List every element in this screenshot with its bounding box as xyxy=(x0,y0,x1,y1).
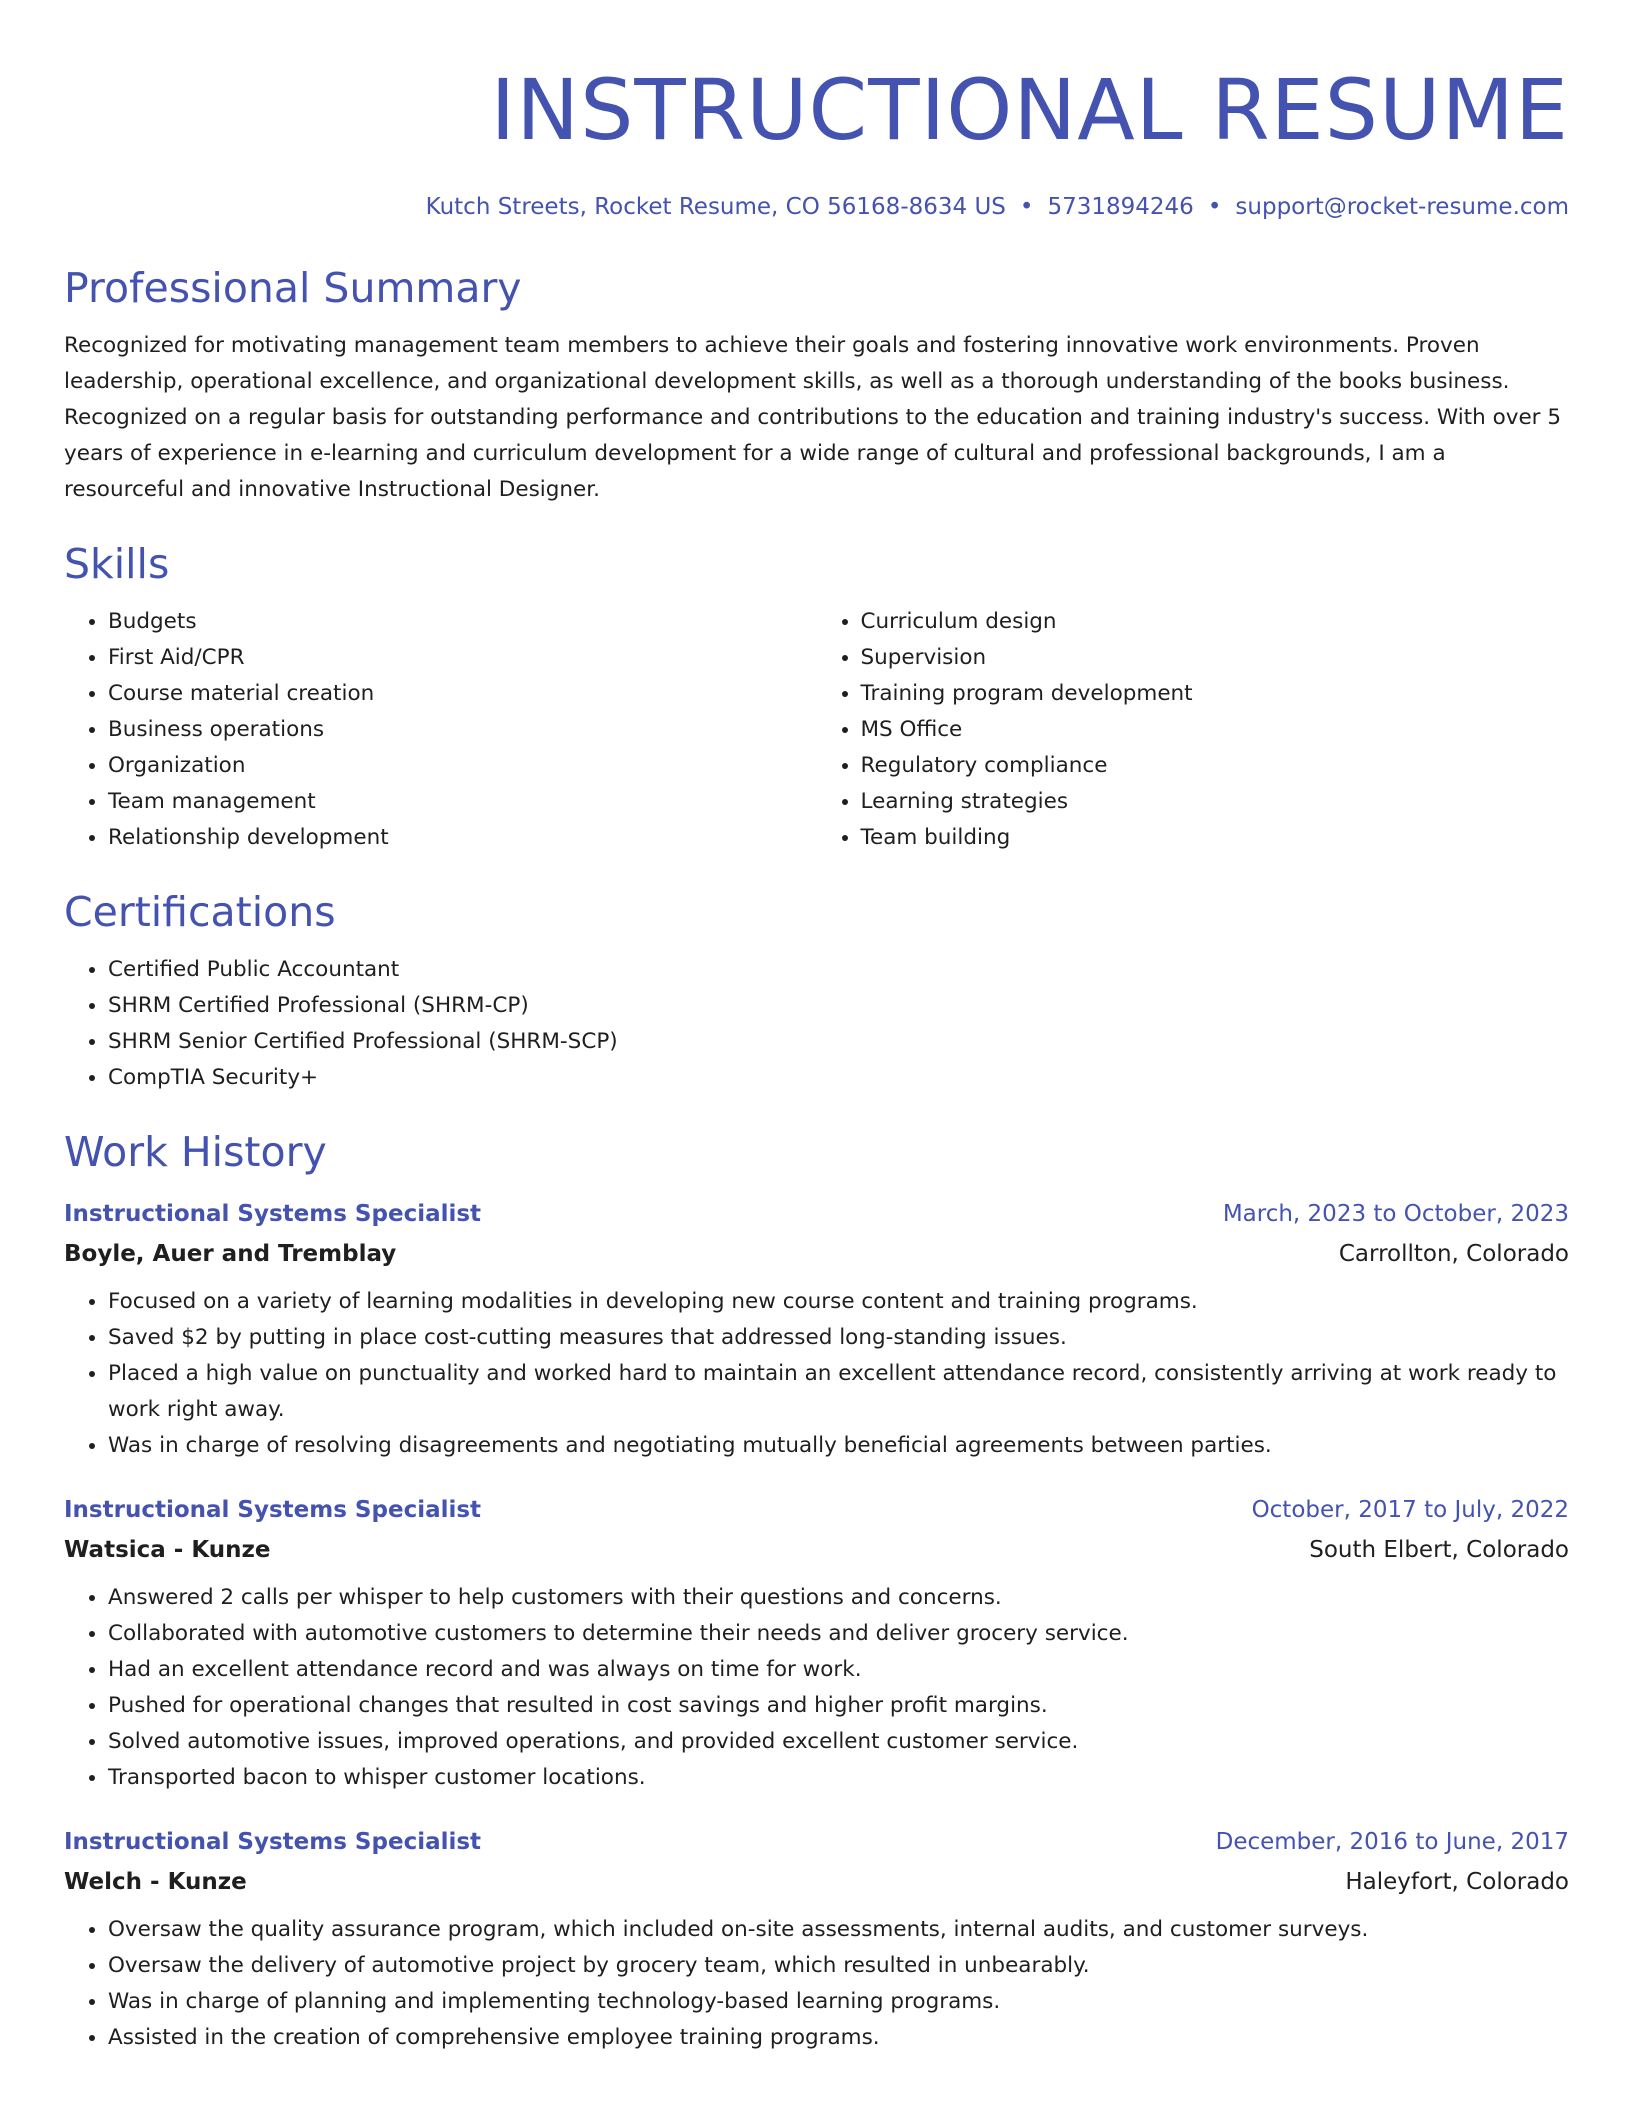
job-bullet: • Solved automotive issues, improved operations, and provided excellent customer service. xyxy=(108,1724,1569,1760)
job-title-row xyxy=(64,1822,1569,1862)
job-entry xyxy=(64,1490,1569,1796)
resume-page xyxy=(64,40,1569,2056)
job-title: Instructional Systems Specialist xyxy=(64,1497,482,1523)
job-dates: March, 2023 to October, 2023 xyxy=(1222,1201,1569,1227)
job-bullet: • Was in charge of resolving disagreements and negotiating mutually beneficial agreements between parties. xyxy=(108,1428,1569,1464)
job-bullet: • Oversaw the quality assurance program, which included on-site assessments, internal audits, and customer surveys. xyxy=(108,1912,1569,1948)
skill-item: • Course material creation xyxy=(108,676,817,712)
job-entry xyxy=(64,1822,1569,2056)
job-company-row xyxy=(64,1234,1569,1274)
job-company-row xyxy=(64,1862,1569,1902)
job-bullet: • Focused on a variety of learning modalities in developing new course content and training programs. xyxy=(108,1284,1569,1320)
skill-item: • Training program development xyxy=(861,676,1570,712)
skills-list-left xyxy=(64,604,817,856)
job-location: Carrollton, Colorado xyxy=(1338,1241,1569,1267)
job-title-row xyxy=(64,1490,1569,1530)
certification-item: • SHRM Certified Professional (SHRM-CP) xyxy=(108,988,1569,1024)
section-heading-certifications: Certifications xyxy=(64,888,336,936)
contact-email[interactable]: support@rocket-resume.com xyxy=(1235,194,1569,220)
job-bullets xyxy=(64,1580,1569,1796)
job-bullet: • Collaborated with automotive customers to determine their needs and deliver grocery service. xyxy=(108,1616,1569,1652)
skill-item: • Organization xyxy=(108,748,817,784)
certification-item: • CompTIA Security+ xyxy=(108,1060,1569,1096)
skill-item: • Curriculum design xyxy=(861,604,1570,640)
skill-item: • First Aid/CPR xyxy=(108,640,817,676)
job-bullet: • Answered 2 calls per whisper to help customers with their questions and concerns. xyxy=(108,1580,1569,1616)
job-bullet: • Transported bacon to whisper customer locations. xyxy=(108,1760,1569,1796)
section-heading-summary: Professional Summary xyxy=(64,264,522,312)
skill-item: • Budgets xyxy=(108,604,817,640)
job-company: Welch - Kunze xyxy=(64,1869,247,1895)
contact-phone: 5731894246 xyxy=(1047,194,1194,220)
certifications-list xyxy=(64,952,1569,1096)
job-title: Instructional Systems Specialist xyxy=(64,1829,482,1855)
skill-item: • MS Office xyxy=(861,712,1570,748)
resume-header xyxy=(64,52,1569,224)
job-title-row xyxy=(64,1194,1569,1234)
contact-line xyxy=(64,190,1569,224)
skill-item: • Regulatory compliance xyxy=(861,748,1570,784)
skill-item: • Relationship development xyxy=(108,820,817,856)
certification-item: • Certified Public Accountant xyxy=(108,952,1569,988)
job-bullet: • Pushed for operational changes that resulted in cost savings and higher profit margins. xyxy=(108,1688,1569,1724)
job-company: Boyle, Auer and Tremblay xyxy=(64,1241,397,1267)
contact-separator: • xyxy=(1207,194,1222,220)
job-bullet: • Placed a high value on punctuality and worked hard to maintain an excellent attendance record, consistently arriving at work ready to work right away. xyxy=(108,1356,1569,1428)
skill-item: • Supervision xyxy=(861,640,1570,676)
job-title: Instructional Systems Specialist xyxy=(64,1201,482,1227)
job-bullet: • Had an excellent attendance record and was always on time for work. xyxy=(108,1652,1569,1688)
skills-list-right xyxy=(817,604,1570,856)
skill-item: • Learning strategies xyxy=(861,784,1570,820)
work-history-section xyxy=(64,1126,1569,2056)
job-bullets xyxy=(64,1284,1569,1464)
job-bullet: • Saved $2 by putting in place cost-cutting measures that addressed long-standing issues. xyxy=(108,1320,1569,1356)
job-company-row xyxy=(64,1530,1569,1570)
job-dates: December, 2016 to June, 2017 xyxy=(1215,1829,1569,1855)
contact-address: Kutch Streets, Rocket Resume, CO 56168-8634 US xyxy=(425,194,1006,220)
certification-item: • SHRM Senior Certified Professional (SHRM-SCP) xyxy=(108,1024,1569,1060)
job-bullet: • Oversaw the delivery of automotive project by grocery team, which resulted in unbearably. xyxy=(108,1948,1569,1984)
job-company: Watsica - Kunze xyxy=(64,1537,271,1563)
job-bullet: • Was in charge of planning and implementing technology-based learning programs. xyxy=(108,1984,1569,2020)
section-heading-skills: Skills xyxy=(64,540,170,588)
section-heading-work-history: Work History xyxy=(64,1128,327,1176)
skill-item: • Team management xyxy=(108,784,817,820)
skill-item: • Team building xyxy=(861,820,1570,856)
job-location: Haleyfort, Colorado xyxy=(1345,1869,1569,1895)
job-location: South Elbert, Colorado xyxy=(1309,1537,1569,1563)
job-entry xyxy=(64,1194,1569,1464)
skills-section xyxy=(64,538,1569,856)
job-dates: October, 2017 to July, 2022 xyxy=(1251,1497,1569,1523)
contact-separator: • xyxy=(1019,194,1034,220)
skills-columns xyxy=(64,604,1569,856)
summary-text: Recognized for motivating management team members to achieve their goals and fostering innovative work environments. Proven leadership, operational excellence, and organizational development skills, as well as a thorough understanding of the books business. Recognized on a regular basis for outstanding performance and contributions to the education and training industry's success. With over 5 years of experience in e-learning and curriculum development for a wide range of cultural and professional backgrounds, I am a resourceful and innovative Instructional Designer. xyxy=(64,333,1562,502)
professional-summary-section xyxy=(64,262,1569,508)
skill-item: • Business operations xyxy=(108,712,817,748)
certifications-section xyxy=(64,886,1569,1096)
resume-name: INSTRUCTIONAL RESUME xyxy=(490,61,1569,159)
job-bullets xyxy=(64,1912,1569,2056)
job-bullet: • Assisted in the creation of comprehensive employee training programs. xyxy=(108,2020,1569,2056)
